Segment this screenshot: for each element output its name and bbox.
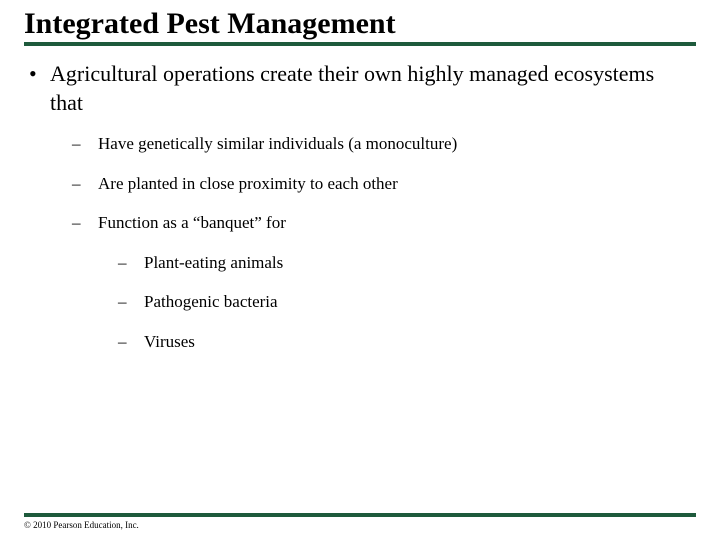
sub-bullet-text: Have genetically similar individuals (a monoculture) xyxy=(98,134,458,153)
sub-bullet-banquet xyxy=(72,212,286,234)
footer-divider xyxy=(24,513,696,517)
sub-bullet-text: Function as a “banquet” for xyxy=(98,213,286,232)
sub-sub-bullet-text: Pathogenic bacteria xyxy=(144,292,278,311)
dash-marker: – xyxy=(72,174,81,193)
sub-sub-bullet-viruses xyxy=(118,331,195,353)
dash-marker: – xyxy=(72,213,81,232)
sub-bullet-proximity xyxy=(72,173,398,195)
dash-marker: – xyxy=(118,253,127,272)
main-bullet-text: Agricultural operations create their own highly managed ecosystems that xyxy=(50,61,655,115)
title-divider xyxy=(24,42,696,46)
sub-sub-bullet-plant-eating xyxy=(118,252,283,274)
sub-bullet-monoculture xyxy=(72,133,457,155)
dash-marker: – xyxy=(72,134,81,153)
bullet-marker: • xyxy=(29,61,37,86)
copyright-footer: © 2010 Pearson Education, Inc. xyxy=(24,520,139,530)
dash-marker: – xyxy=(118,292,127,311)
sub-bullet-text: Are planted in close proximity to each other xyxy=(98,174,398,193)
sub-sub-bullet-bacteria xyxy=(118,291,278,313)
sub-sub-bullet-text: Plant-eating animals xyxy=(144,253,284,272)
dash-marker: – xyxy=(118,332,127,351)
slide-title: Integrated Pest Management xyxy=(24,7,396,40)
sub-sub-bullet-text: Viruses xyxy=(144,332,195,351)
main-bullet xyxy=(24,59,664,117)
